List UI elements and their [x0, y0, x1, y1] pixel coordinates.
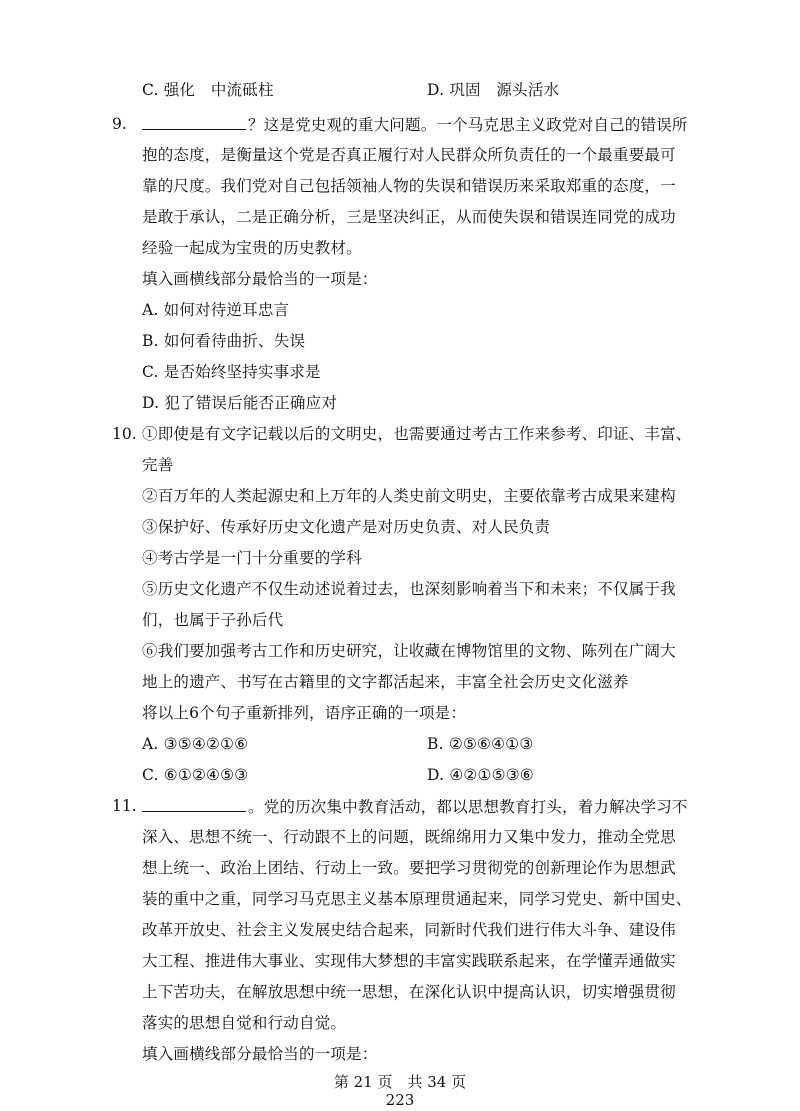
q9-prompt: 填入画横线部分最恰当的一项是： [142, 270, 378, 288]
q10-option-c: C. ⑥①②④⑤③ [142, 766, 249, 784]
answer-blank [142, 114, 246, 130]
q10-sentence-4: ④考古学是一门十分重要的学科 [142, 549, 362, 567]
q9-option-c: C. 是否始终坚持实事求是 [142, 363, 321, 381]
q11-prompt: 填入画横线部分最恰当的一项是： [142, 1045, 378, 1063]
q9-line-3: 靠的尺度。我们党对自己包括领袖人物的失误和错误历来采取郑重的态度，一 [142, 177, 676, 195]
q9-text-1: ？这是党史观的重大问题。一个马克思主义政党对自己的错误所 [248, 116, 688, 134]
q10-option-b: B. ②⑤⑥④①③ [427, 735, 534, 753]
q9-option-a: A. 如何对待逆耳忠言 [142, 301, 290, 319]
q10-number: 10. [112, 425, 137, 443]
q11-line-8: 落实的思想自觉和行动自觉。 [142, 1014, 347, 1032]
q9-option-d: D. 犯了错误后能否正确应对 [142, 394, 338, 412]
q10-sentence-1a: ①即使是有文字记载以后的文明史，也需要通过考古工作来参考、印证、丰富、 [142, 425, 692, 443]
answer-blank [142, 796, 246, 812]
q10-sentence-2: ②百万年的人类起源史和上万年的人类史前文明史，主要依靠考古成果来建构 [142, 487, 676, 505]
q10-sentence-3: ③保护好、传承好历史文化遗产是对历史负责、对人民负责 [142, 518, 551, 536]
q10-sentence-6a: ⑥我们要加强考古工作和历史研究，让收藏在博物馆里的文物、陈列在广阔大 [142, 642, 676, 660]
q11-line-2: 深入、思想不统一、行动跟不上的问题，既绵绵用力又集中发力，推动全党思 [142, 828, 676, 846]
q11-line-5: 改革开放史、社会主义发展史结合起来，同新时代我们进行伟大斗争、建设伟 [142, 921, 676, 939]
q8-option-d: D. 巩固 源头活水 [427, 81, 560, 99]
q11-number: 11. [112, 797, 137, 815]
q10-sentence-6b: 地上的遗产、书写在古籍里的文字都活起来，丰富全社会历史文化滋养 [142, 673, 629, 691]
q9-number: 9. [112, 115, 127, 133]
q11-line-6: 大工程、推进伟大事业、实现伟大梦想的丰富实践联系起来，在学懂弄通做实 [142, 952, 676, 970]
q11-line-1 [142, 796, 688, 817]
q9-option-b: B. 如何看待曲折、失误 [142, 332, 306, 350]
q10-sentence-5b: 们，也属于子孙后代 [142, 611, 284, 629]
q9-line-4: 是敢于承认，二是正确分析，三是坚决纠正，从而使失误和错误连同党的成功 [142, 208, 676, 226]
q10-sentence-5a: ⑤历史文化遗产不仅生动述说着过去，也深刻影响着当下和未来；不仅属于我 [142, 580, 676, 598]
q9-line-2: 抱的态度，是衡量这个党是否真正履行对人民群众所负责任的一个最重要最可 [142, 146, 676, 164]
page-label: 第 21 页 共 34 页 [333, 1073, 467, 1091]
q11-line-4: 装的重中之重，同学习马克思主义基本原理贯通起来，同学习党史、新中国史、 [142, 890, 692, 908]
q8-option-c: C. 强化 中流砥柱 [142, 81, 274, 99]
q10-sentence-1b: 完善 [142, 456, 174, 474]
q9-line-5: 经验一起成为宝贵的历史教材。 [142, 239, 362, 257]
q10-prompt: 将以上6个句子重新排列，语序正确的一项是： [142, 704, 467, 722]
q11-line-7: 上下苦功夫，在解放思想中统一思想，在深化认识中提高认识，切实增强贯彻 [142, 983, 676, 1001]
q9-line-1 [142, 114, 688, 135]
q11-text-1: 。党的历次集中教育活动，都以思想教育打头，着力解决学习不 [248, 798, 688, 816]
page-number: 223 [385, 1091, 415, 1109]
q10-option-d: D. ④②①⑤③⑥ [427, 766, 534, 784]
q10-option-a: A. ③⑤④②①⑥ [142, 735, 249, 753]
q11-line-3: 想上统一、政治上团结、行动上一致。要把学习贯彻党的创新理论作为思想武 [142, 859, 676, 877]
